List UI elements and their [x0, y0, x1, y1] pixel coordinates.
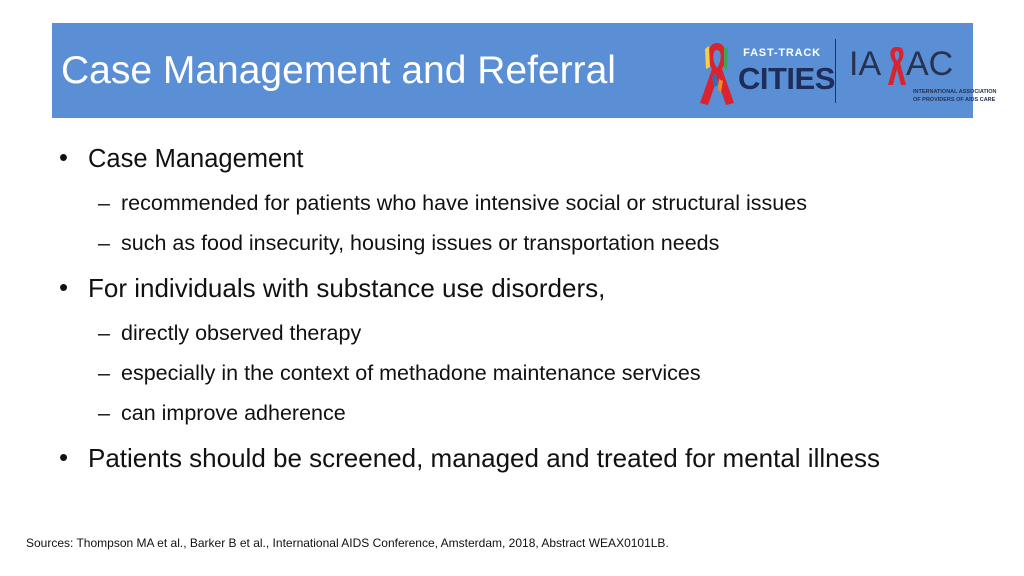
bullet-mental-illness: • Patients should be screened, managed and treated for mental illness — [59, 441, 939, 477]
sub-bullet: – can improve adherence — [98, 393, 939, 433]
sub-list-substance-use — [59, 313, 939, 433]
sub-bullet: – such as food insecurity, housing issues or transportation needs — [98, 223, 939, 263]
header-bar — [52, 23, 997, 118]
fast-track-label: FAST-TRACK — [743, 47, 821, 59]
iapac-logo — [849, 37, 997, 107]
slide-title: Case Management and Referral — [61, 49, 616, 92]
sub-bullet: – especially in the context of methadone maintenance services — [98, 353, 939, 393]
red-ribbon-icon — [697, 37, 737, 107]
bullet-case-management: • Case Management — [59, 142, 939, 177]
cities-logo-text: CITIES — [738, 61, 835, 96]
iapac-subtitle-line2: OF PROVIDERS OF AIDS CARE — [913, 97, 996, 103]
sub-bullet: – directly observed therapy — [98, 313, 939, 353]
svg-text:IA: IA — [849, 45, 882, 83]
logo-area — [673, 23, 997, 118]
iapac-subtitle-line1: INTERNATIONAL ASSOCIATION — [913, 89, 997, 95]
sub-bullet: – recommended for patients who have intensive social or structural issues — [98, 183, 939, 223]
bullet-substance-use: • For individuals with substance use disorders, — [59, 271, 939, 307]
sub-list-case-management — [59, 183, 939, 263]
logo-divider — [835, 39, 836, 103]
svg-text:AC: AC — [906, 45, 954, 83]
slide-body — [59, 142, 939, 477]
iapac-logo-icon — [849, 37, 973, 87]
sources-footnote: Sources: Thompson MA et al., Barker B et al., International AIDS Conference, Amsterdam, 2018, Abstract WEAX0101LB. — [26, 536, 669, 550]
